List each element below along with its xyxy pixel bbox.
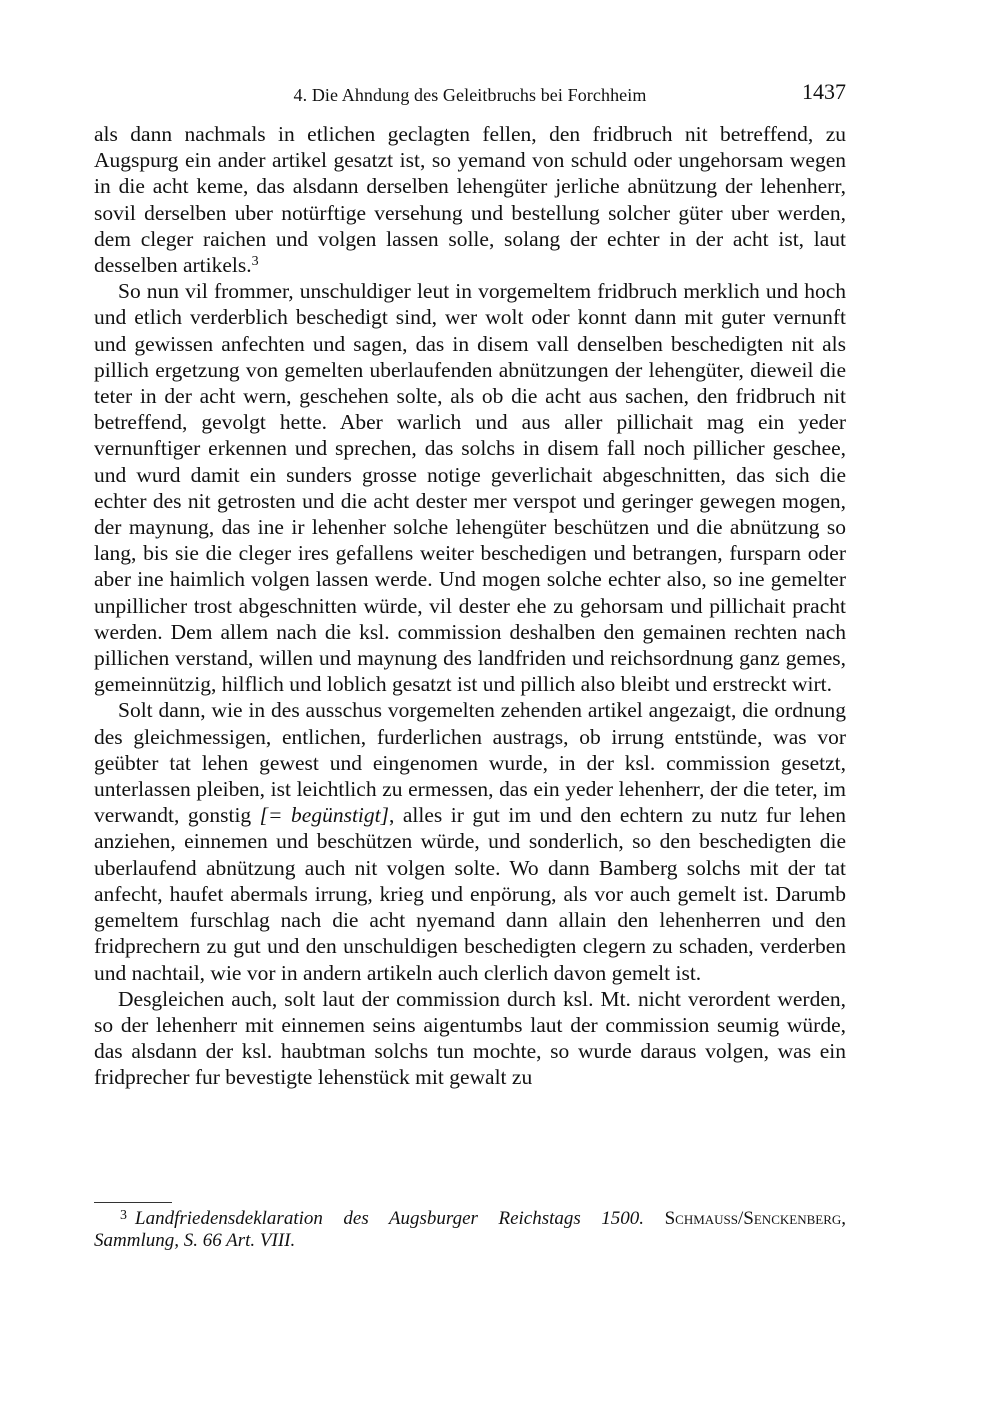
- paragraph-1-text: als dann nachmals in etlichen geclagten fellen, den fridbruch nit betreffend, zu Augspurg ein ander artikel gesatzt ist, so yemand von schuld oder ungehorsam wegen in die acht keme, das alsdann derselben lehengüter jerliche abnützung der lehenherr, sovil derselben uber notürftige versehung und bestellung solcher güter uber werden, dem cleger raichen und volgen lassen solle, solang der echter in der acht ist, laut desselben artikels.: [94, 122, 846, 278]
- running-head: [94, 79, 846, 109]
- editorial-insert: [= begünstigt]: [259, 803, 389, 828]
- page-number: 1437: [802, 79, 846, 104]
- footnote-title: Landfriedensdeklaration des Augsburger Reichstags 1500.: [135, 1208, 645, 1229]
- paragraph-2-text: So nun vil frommer, unschuldiger leut in vorgemeltem fridbruch merklich und hoch und etlich verderblich beschedigt sind, wer wolt oder konnt dann mit guter vernunft und gewissen anfechten und sagen, das in disem vall denselben beschedigten nit als pillich ergetzung von gemelten uberlaufenden abnützungen der lehengüter, dieweil die teter in der acht wern, geschehen solte, als ob die acht aus sachen, den fridbruch nit betreffend, gevolgt hette. Aber warlich und aus aller pillichait mag ein yeder vernunftiger erkennen und sprechen, das solchs in disem fall noch pillicher geschee, und wurd damit ein sunders grosse notige geverlichait abgeschnitten, das sich die echter des nit getrosten und die acht dester mer verspot und geringer gewegen mogen, der maynung, das ine ir lehenher solche lehengüter beschützen und die abnützung so lang, bis sie die cleger ires gefallens weiter beschedigen und betrangen, fursparn oder aber ine haimlich volgen lassen werde. Und mogen solche echter also, so ine gemelter unpillicher trost abgeschnitten würde, vil dester ehe zu gehorsam und pillichait pracht werden. Dem allem nach die ksl. commission deshalben den gemainen rechten nach pillichen verstand, willen und maynung des landfriden und reichsordnung ganz gemes, gemeinnützig, hilflich und loblich gesatzt ist und pillich also bleibt und erstreckt wirt.: [94, 279, 846, 697]
- footnote-reference: 3: [251, 254, 259, 270]
- body-text: [94, 121, 846, 1091]
- paragraph-4: [94, 986, 846, 1091]
- paragraph-1: [94, 121, 846, 278]
- running-title: 4. Die Ahndung des Geleitbruchs bei Forchheim: [293, 85, 647, 105]
- footnote-rule: [94, 1202, 172, 1203]
- paragraph-3-text-before: Solt dann, wie in des ausschus vorgemelten zehenden artikel angezaigt, die ordnung des gleichmessigen, entlichen, furderlichen austrags, ob irrung entstünde, was vor geübter tat lehen gewest und eingenomen wurde, in der ksl. commission gesetzt, unterlassen pleiben, ist leichtlich zu ermessen, das ein yeder lehenherr, der die teter, im verwandt, gonstig: [94, 698, 846, 828]
- footnote: [94, 1208, 846, 1252]
- paragraph-3-text-after: , alles ir gut im und den echtern zu nutz fur lehen anziehen, einnemen und beschützen würde, und sonderlich, so den beschedigten die uberlaufend abnützung auch nit volgen solte. Wo dann Bamberg solchs mit der tat anfecht, haufet abermals irrung, krieg und enpörung, als vor auch gemelt ist. Darumb gemeltem furschlag nach die acht nyemand dann allain den lehenherren und den fridprechern zu gut und den unschuldigen beschedigten clegern zu schaden, verderben und nachtail, wie vor in andern artikeln auch clerlich davon gemelt ist.: [94, 803, 846, 985]
- footnote-authors: Schmauss/Senckenberg,: [664, 1208, 846, 1229]
- footnote-number: 3: [120, 1208, 127, 1223]
- paragraph-2: [94, 278, 846, 697]
- paragraph-3: [94, 697, 846, 985]
- footnote-reference-text: Sammlung, S. 66 Art. VIII.: [94, 1230, 296, 1251]
- paragraph-4-text: Desgleichen auch, solt laut der commission durch ksl. Mt. nicht verordent werden, so der lehenherr mit einnemen seins aigentumbs laut der commission seumig würde, das alsdann der ksl. haubtman solchs tun mochte, so wurde daraus volgen, was ein fridprecher fur bevestigte lehenstück mit gewalt zu: [94, 986, 846, 1090]
